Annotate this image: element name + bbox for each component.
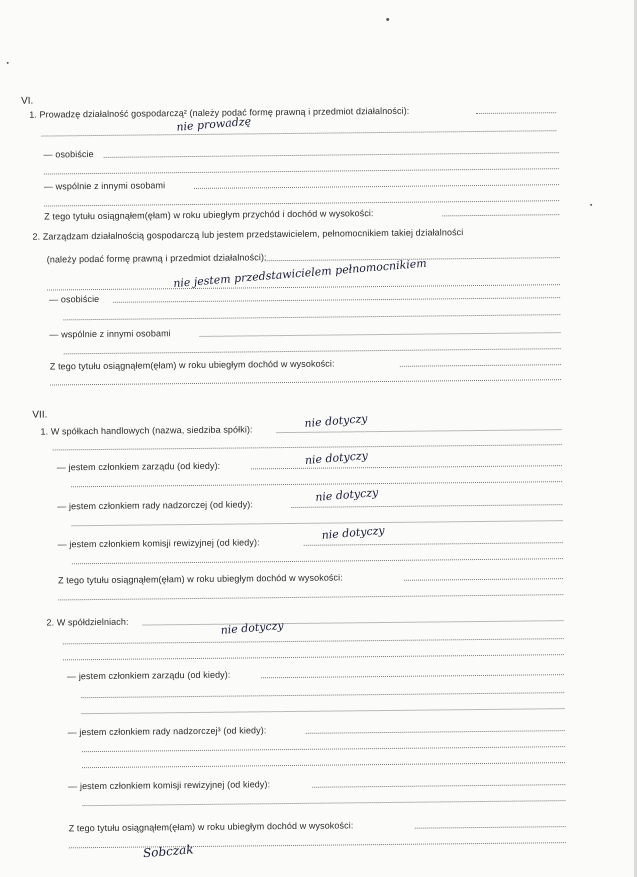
- vii-1-line-b: [53, 444, 562, 450]
- vii-2-board-line-3: [81, 708, 564, 714]
- vi-1-income: Z tego tytułu osiągnąłem(ęłam) w roku ubiegłym przychód i dochód w wysokości:: [44, 208, 374, 222]
- vii-1-income: Z tego tytułu osiągnąłem(ęłam) w roku ubiegłym dochód w wysokości:: [58, 572, 343, 586]
- vii-1-handwritten: nie dotyczy: [304, 411, 368, 431]
- signature: Sobczak: [142, 842, 195, 861]
- vii-1-supervisory-handwritten: nie dotyczy: [314, 485, 379, 504]
- vii-2-board: — jestem członkiem zarządu (od kiedy):: [67, 669, 231, 682]
- vii-2-audit-line-2: [82, 800, 565, 806]
- vii-1-supervisory: — jestem członkiem rady nadzorczej (od kiedy):: [57, 499, 254, 512]
- vi-2-joint-line: [200, 332, 561, 337]
- vii-2-supervisory-line-2: [82, 746, 565, 752]
- vii-2-supervisory-line-3: [82, 762, 565, 768]
- vi-1-income-line: [442, 214, 559, 216]
- vi-1-line-a: [476, 112, 556, 114]
- vii-1-board-line: [251, 465, 562, 469]
- vi-2-income-line: [400, 364, 561, 367]
- vii-2-board-line: [261, 674, 564, 678]
- vii-2-label: 2. W spółdzielniach:: [46, 616, 129, 628]
- section-vi-heading: VI.: [21, 95, 34, 107]
- vii-1-audit-handwritten: nie dotyczy: [321, 523, 386, 542]
- vii-2-handwritten: nie dotyczy: [220, 618, 285, 637]
- vii-2-income-line: [415, 826, 566, 829]
- vi-1-joint-line: [194, 184, 559, 189]
- vi-2-personal-line-2: [63, 314, 560, 320]
- vi-2-handwritten: nie jestem przedstawicielem pełnomocnikiem: [172, 256, 428, 291]
- vi-1-joint-line-2: [44, 200, 559, 206]
- vii-2-audit-line: [312, 784, 565, 788]
- vii-1-income-line-2: [58, 594, 563, 600]
- vii-2-supervisory-line: [306, 730, 565, 734]
- vii-2-line-a: [143, 620, 564, 625]
- vii-2-line-c: [63, 654, 564, 660]
- vi-2-label-cont: (należy podać formę prawną i przedmiot działalności):: [46, 252, 267, 265]
- vii-1-line-a: [277, 429, 562, 433]
- vi-2-joint-line-2: [64, 348, 561, 354]
- section-vii-heading: VII.: [32, 409, 48, 421]
- vi-2-label: 2. Zarządzam działalnością gospodarczą lub jestem przedstawicielem, pełnomocnikiem takiej działalności: [32, 227, 464, 242]
- vi-1-line-b: [41, 130, 556, 136]
- vi-1-joint: — wspólnie z innymi osobami: [43, 180, 166, 192]
- vi-1-personal-line: [104, 152, 559, 158]
- vii-2-line-b: [63, 638, 564, 644]
- vi-1-label: 1. Prowadzę działalność gospodarczą² (należy podać formę prawną i przedmiot działalności):: [29, 105, 410, 120]
- vii-1-audit: — jestem członkiem komisji rewizyjnej (od kiedy):: [57, 537, 260, 550]
- vii-1-board-handwritten: nie dotyczy: [304, 448, 369, 468]
- vii-1-income-line: [404, 578, 563, 581]
- vii-2-board-line-2: [81, 692, 564, 698]
- vii-1-board-line-2: [71, 481, 562, 487]
- vi-2-income: Z tego tytułu osiągnąłem(ęłam) w roku ubiegłym dochód w wysokości:: [49, 358, 335, 372]
- vi-2-line-b: [47, 284, 560, 290]
- vii-1-board: — jestem członkiem zarządu (od kiedy):: [56, 460, 221, 473]
- vii-2-audit: — jestem członkiem komisji rewizyjnej (od kiedy):: [68, 779, 271, 792]
- vii-1-label: 1. W spółkach handlowych (nazwa, siedziba spółki):: [40, 424, 253, 437]
- vii-1-supervisory-line: [291, 504, 562, 508]
- vi-1-personal: — osobiście: [43, 149, 94, 160]
- vi-2-personal-line: [113, 297, 560, 303]
- scan-speck: [590, 204, 592, 206]
- vi-1-personal-line-2: [44, 168, 559, 174]
- scan-speck: [7, 62, 9, 64]
- vii-2-income: Z tego tytułu osiągnąłem(ęłam) w roku ubiegłym dochód w wysokości:: [68, 820, 354, 834]
- vii-1-audit-line: [304, 542, 563, 546]
- vi-1-handwritten: nie prowadzę: [175, 114, 252, 134]
- vii-1-audit-line-2: [72, 558, 563, 564]
- vi-2-joint: — wspólnie z innymi osobami: [49, 328, 171, 340]
- vi-2-income-line-2: [50, 379, 561, 385]
- vii-1-supervisory-line-2: [72, 520, 563, 526]
- vi-2-personal: — osobiście: [49, 293, 100, 305]
- scan-speck: [386, 18, 389, 21]
- vii-2-supervisory: — jestem członkiem rady nadzorczej³ (od kiedy):: [67, 725, 267, 738]
